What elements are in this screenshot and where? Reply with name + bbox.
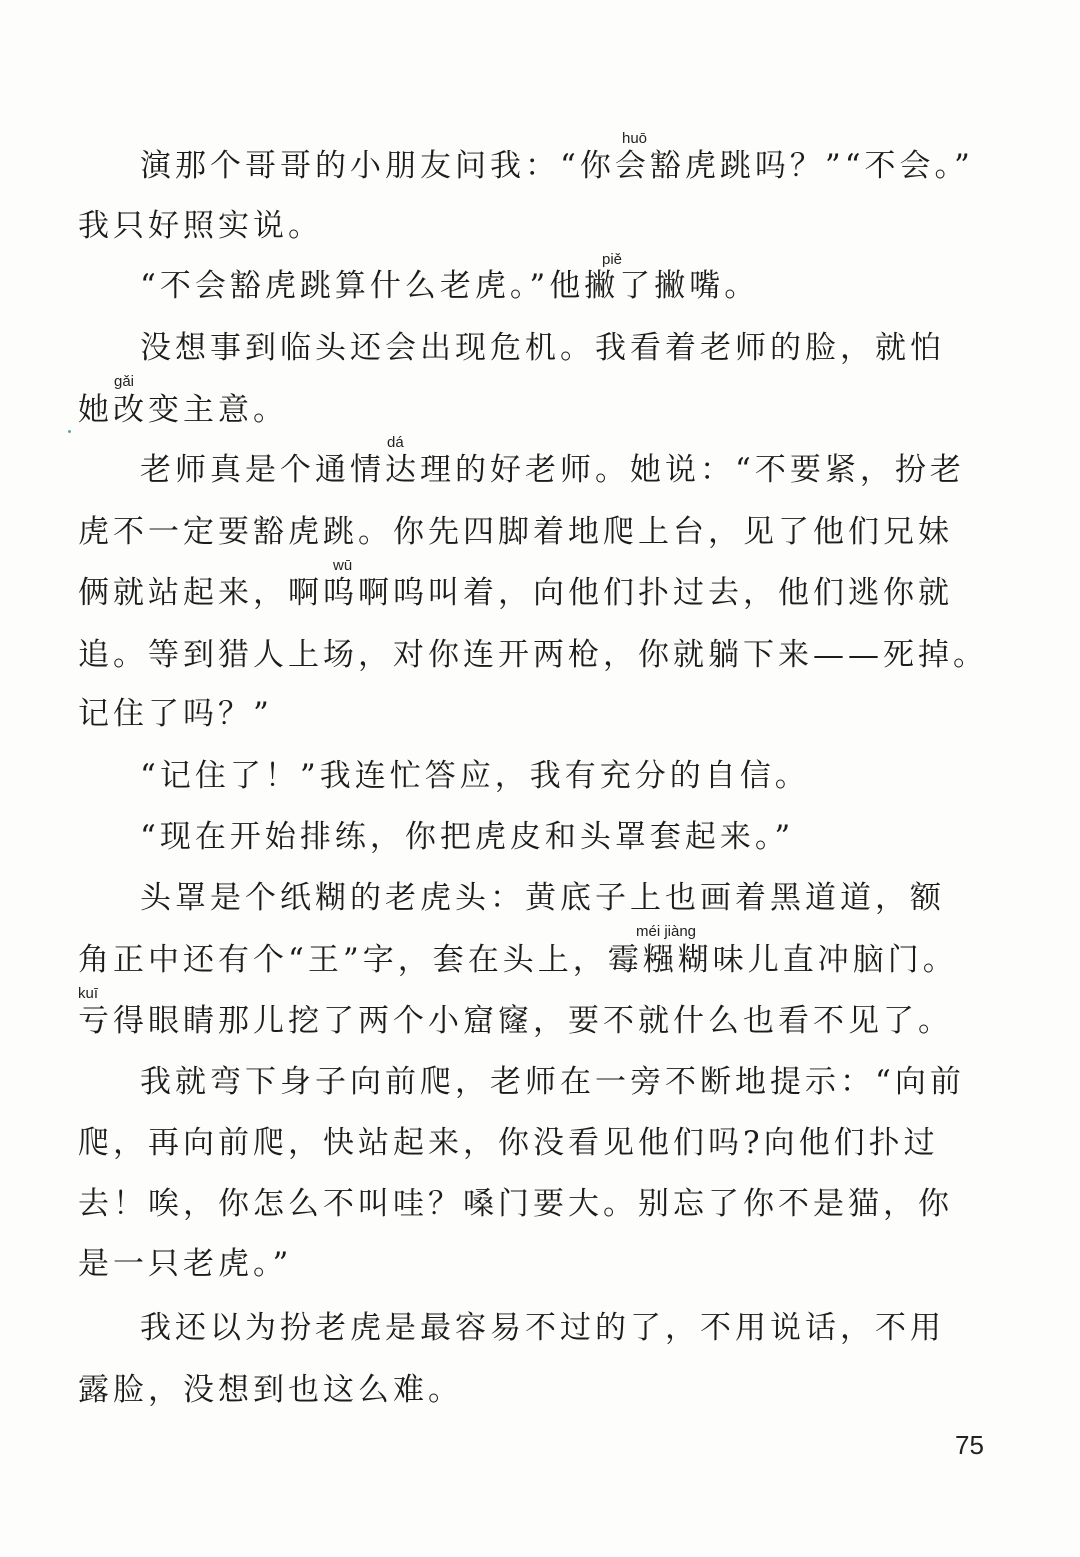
text-line-4: 没想事到临头还会出现危机。我看着老师的脸，就怕 [140, 330, 945, 366]
pinyin-huo: huō [622, 130, 648, 147]
text-line-14: 角正中还有个“王”字，套在头上，霉糨糊味儿直冲脑门。 [78, 942, 958, 978]
pinyin-meijiang: méi jiàng [636, 923, 697, 940]
pinyin-wu: wū [333, 557, 353, 574]
text-line-1: 演那个哥哥的小朋友问我：“你会豁虎跳吗？”“不会。” [140, 148, 974, 184]
text-line-6: 老师真是个通情达理的好老师。她说：“不要紧，扮老 [140, 452, 965, 488]
text-line-12: “现在开始排练，你把虎皮和头罩套起来。” [140, 819, 795, 855]
pinyin-pie: piě [602, 251, 623, 268]
pinyin-kui: kuī [78, 985, 99, 1002]
text-line-10: 记住了吗？” [78, 696, 273, 732]
text-line-18: 去！唉，你怎么不叫哇？嗓门要大。别忘了你不是猫，你 [78, 1186, 953, 1222]
text-line-21: 露脸，没想到也这么难。 [78, 1372, 463, 1408]
text-line-20: 我还以为扮老虎是最容易不过的了，不用说话，不用 [140, 1310, 945, 1346]
pinyin-gai: gǎi [114, 373, 135, 390]
text-line-19: 是一只老虎。” [78, 1246, 293, 1282]
text-line-15: 亏得眼睛那儿挖了两个小窟窿，要不就什么也看不见了。 [78, 1003, 953, 1039]
page-number: 75 [955, 1430, 984, 1460]
text-line-5: 她改变主意。 [78, 392, 288, 428]
text-line-17: 爬，再向前爬，快站起来，你没看见他们吗?向他们扑过 [78, 1125, 939, 1161]
scan-speck [68, 430, 71, 433]
text-line-7: 虎不一定要豁虎跳。你先四脚着地爬上台，见了他们兄妹 [78, 514, 953, 550]
pinyin-da: dá [387, 434, 404, 451]
text-line-9: 追。等到猎人上场，对你连开两枪，你就躺下来——死掉。 [78, 637, 988, 673]
text-line-13: 头罩是个纸糊的老虎头：黄底子上也画着黑道道，额 [140, 880, 945, 916]
text-line-2: 我只好照实说。 [78, 208, 323, 244]
text-line-3: “不会豁虎跳算什么老虎。”他撇了撇嘴。 [140, 268, 760, 304]
text-line-8: 俩就站起来，啊呜啊呜叫着，向他们扑过去，他们逃你就 [78, 575, 953, 611]
text-line-11: “记住了！”我连忙答应，我有充分的自信。 [140, 758, 810, 794]
text-line-16: 我就弯下身子向前爬，老师在一旁不断地提示：“向前 [140, 1064, 965, 1100]
